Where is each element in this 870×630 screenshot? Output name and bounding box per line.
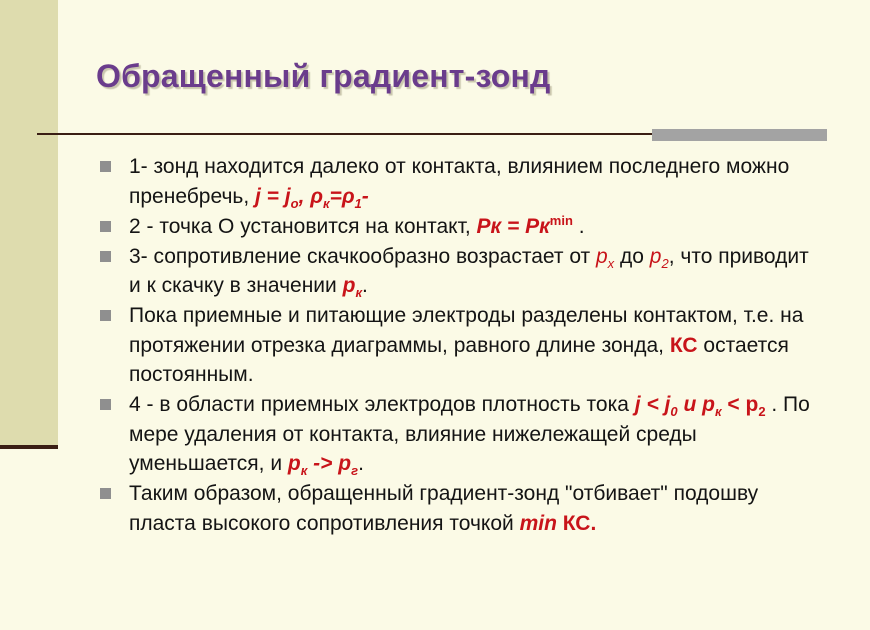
bullet-text-run: к xyxy=(300,463,308,479)
bullet-text-run: min xyxy=(519,511,557,535)
bullet-text-run: , ρ xyxy=(298,184,323,208)
bullet-text-run: . xyxy=(358,452,364,475)
bullet-text-run: Таким образом, обращенный градиент-зонд "отбивает" подошву пласта высокого сопротивления точкой xyxy=(129,482,759,535)
bullet-text-run: 4 - в области приемных электродов плотность тока xyxy=(129,393,635,416)
square-bullet-icon xyxy=(100,488,111,499)
square-bullet-icon xyxy=(100,399,111,410)
bullet-text-run: -> р xyxy=(307,452,352,475)
left-band-divider xyxy=(0,445,58,449)
bullet-text-run: . П xyxy=(765,393,799,416)
slide-title: Обращенный градиент-зонд xyxy=(96,58,551,94)
bullet-text-run: j < j xyxy=(634,393,671,416)
bullet-item xyxy=(95,301,815,390)
bullet-text-run: р xyxy=(595,244,608,268)
bullet-text-run: и р xyxy=(677,393,715,416)
bullet-item xyxy=(95,390,815,479)
bullet-text-run: . xyxy=(572,214,585,238)
bullet-text-run: 1 xyxy=(354,195,362,211)
title-accent-bar xyxy=(652,129,827,141)
bullet-text-run: . xyxy=(362,274,368,297)
square-bullet-icon xyxy=(100,251,111,262)
bullet-list xyxy=(95,152,815,539)
bullet-text-run: р xyxy=(342,274,356,297)
title-underline xyxy=(37,133,652,135)
bullet-text-run: - xyxy=(361,184,369,208)
square-bullet-icon xyxy=(100,310,111,321)
bullet-text-run: КС. xyxy=(556,511,597,535)
left-decorative-band xyxy=(0,0,58,448)
bullet-text-run: г xyxy=(351,463,359,479)
bullet-text-run: 2 xyxy=(758,404,766,420)
bullet-text-run: до xyxy=(614,244,650,268)
bullet-item xyxy=(95,152,815,211)
bullet-text-run: к xyxy=(322,195,330,211)
bullet-text-run: о мере удаления от контакта, влияние нижележащей среды уменьшается, и xyxy=(129,393,810,475)
bullet-text-run: Рк = Рк xyxy=(476,214,550,238)
bullet-text-run: min xyxy=(549,212,573,228)
bullet-text-run: остается постоянным. xyxy=(129,333,789,386)
square-bullet-icon xyxy=(100,161,111,172)
bullet-text-run: 2 - точка О установится на контакт, xyxy=(129,214,477,238)
bullet-text-run: х xyxy=(607,255,615,271)
bullet-text-run: Пока приемные и питающие электроды разделены контактом, т.е. на протяжении отрезка диаграммы, равного длине зонда, xyxy=(129,304,804,357)
bullet-item xyxy=(95,242,815,301)
bullet-text-run: к xyxy=(714,404,722,420)
bullet-text-run: к xyxy=(355,285,363,301)
bullet-text-run: КС xyxy=(669,333,698,357)
bullet-text-run: 3- сопротивление скачкообразно возрастает от xyxy=(129,244,596,268)
bullet-text-run: j = j xyxy=(255,184,291,208)
bullet-text-run: , что приводит и к скачку в значении xyxy=(129,244,809,297)
bullet-text-run: р xyxy=(649,244,662,268)
bullet-item xyxy=(95,479,815,538)
bullet-text-run: o xyxy=(290,195,299,211)
bullet-text-run: =ρ xyxy=(329,184,355,208)
bullet-item xyxy=(95,212,815,242)
bullet-text-run: 0 xyxy=(670,404,678,420)
bullet-text-run: р xyxy=(287,452,301,475)
square-bullet-icon xyxy=(100,221,111,232)
bullet-text-run: 1- зонд находится далеко от контакта, влиянием последнего можно пренебречь, xyxy=(129,155,790,208)
bullet-text-run: < р xyxy=(721,393,759,416)
bullet-text-run: 2 xyxy=(661,255,669,271)
